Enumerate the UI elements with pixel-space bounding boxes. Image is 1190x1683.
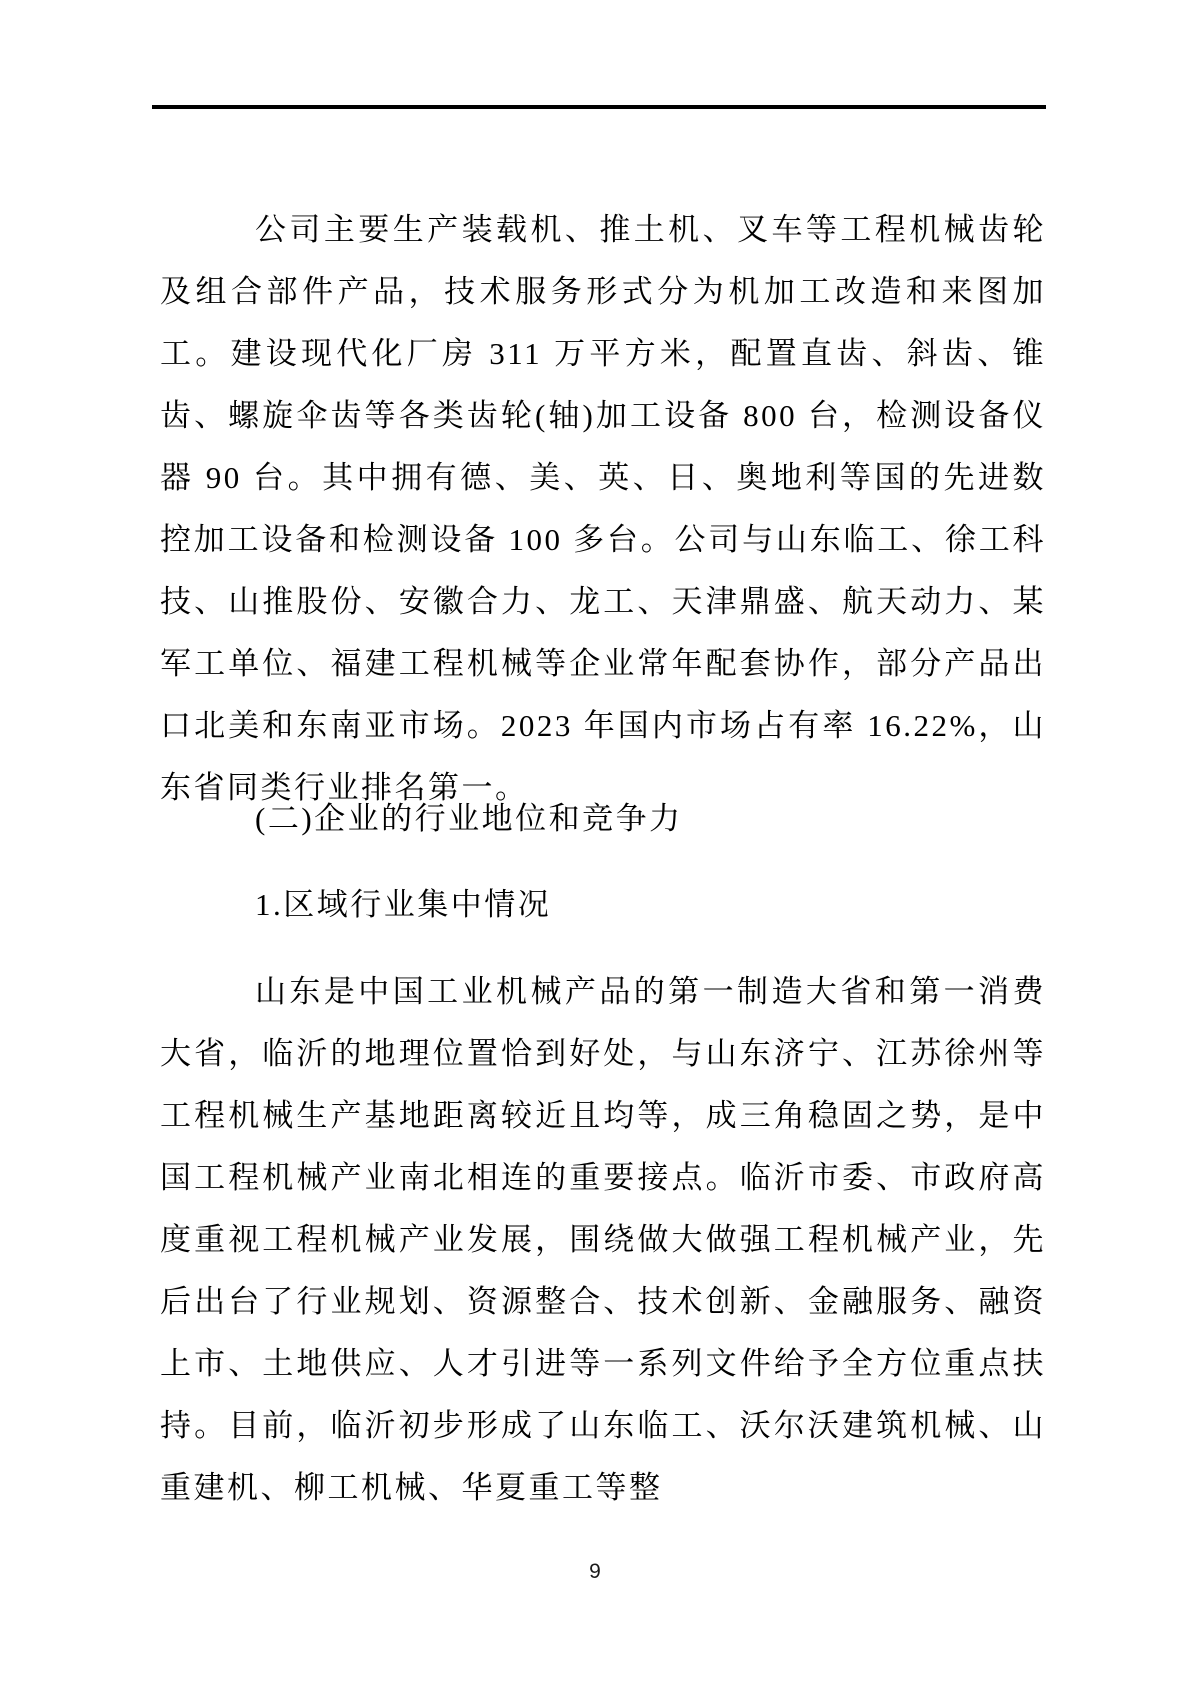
section-heading: (二)企业的行业地位和竞争力 [255, 801, 683, 836]
header-rule [152, 105, 1046, 109]
paragraph-industry-position: 山东是中国工业机械产品的第一制造大省和第一消费大省，临沂的地理位置恰到好处，与山东济宁、江苏徐州等工程机械生产基地距离较近且均等，成三角稳固之势，是中国工程机械产业南北相连的重要接点。临沂市委、市政府高度重视工程机械产业发展，围绕做大做强工程机械产业，先后出台了行业规划、资源整合、技术创新、金融服务、融资上市、土地供应、人才引进等一系列文件给予全方位重点扶持。目前，临沂初步形成了山东临工、沃尔沃建筑机械、山重建机、柳工机械、华夏重工等整 [160, 974, 1046, 1505]
subsection-heading: 1.区域行业集中情况 [255, 887, 552, 922]
page-number: 9 [589, 1560, 601, 1583]
paragraph-company-overview: 公司主要生产装载机、推土机、叉车等工程机械齿轮及组合部件产品，技术服务形式分为机加工改造和来图加工。建设现代化厂房 311 万平方米，配置直齿、斜齿、锥齿、螺旋伞齿等各类齿轮(轴)加工设备 800 台，检测设备仪器 90 台。其中拥有德、美、英、日、奥地利等国的先进数控加工设备和检测设备 100 多台。公司与山东临工、徐工科技、山推股份、安徽合力、龙工、天津鼎盛、航天动力、某军工单位、福建工程机械等企业常年配套协作，部分产品出口北美和东南亚市场。2023 年国内市场占有率 16.22%，山东省同类行业排名第一。 [160, 212, 1046, 805]
